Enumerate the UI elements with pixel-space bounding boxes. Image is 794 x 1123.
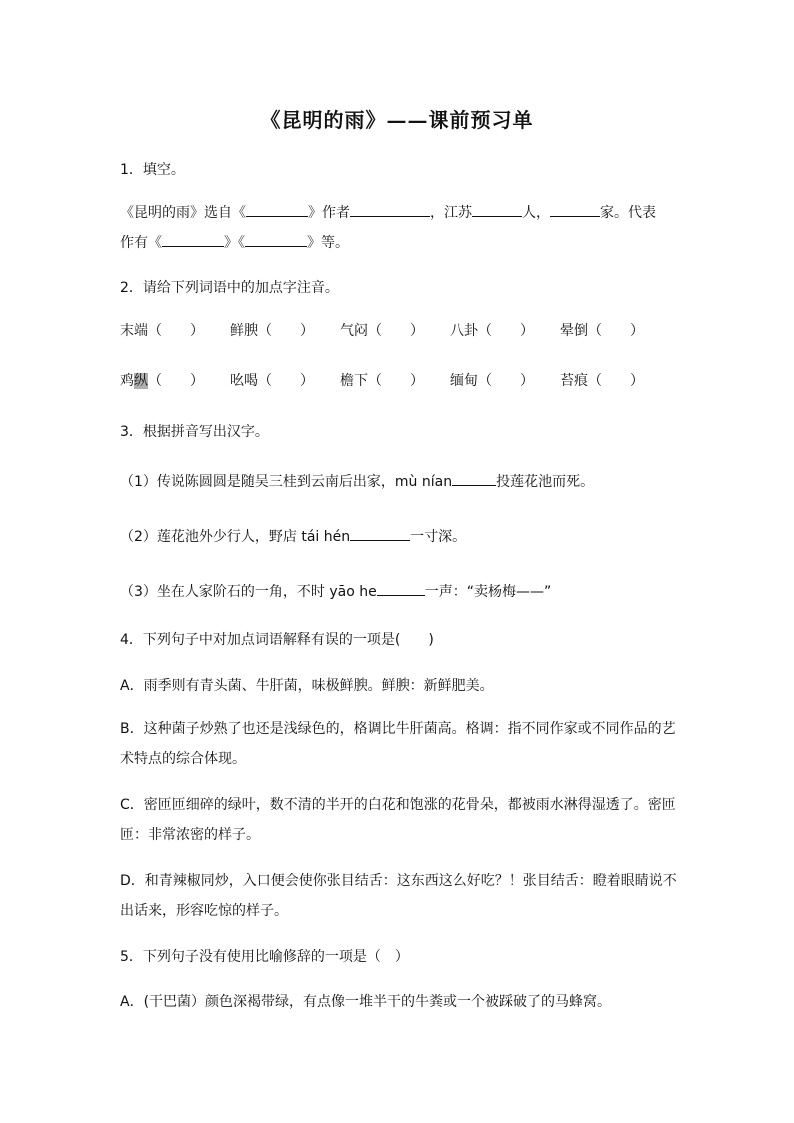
- text-segment: 》作者: [308, 205, 350, 221]
- fill-blank: [162, 232, 224, 247]
- fill-blank: [472, 202, 522, 217]
- question-4-option-d-line-1: D．和青辣椒同炒，入口便会使你张目结舌：这东西这么好吃？！张目结舌：瞪着眼睛说不: [120, 873, 677, 889]
- question-5-heading: 5．下列句子没有使用比喻修辞的一项是（ ）: [120, 949, 409, 965]
- question-4-option-b-line-1: B．这种菌子炒熟了也还是浅绿色的，格调比牛肝菌高。格调：指不同作家或不同作品的艺: [120, 721, 676, 737]
- text-segment: （ ）: [148, 373, 204, 389]
- pinyin-item: 气闷（ ）: [340, 323, 424, 339]
- pinyin-item: 缅甸（ ）: [450, 373, 534, 389]
- text-segment: （3）坐在人家阶石的一角，不时 yāo he: [120, 584, 377, 600]
- question-5-option-a: A．(干巴菌）颜色深褐带绿，有点像一堆半干的牛粪或一个被踩破了的马蜂窝。: [120, 994, 612, 1010]
- text-segment: 《昆明的雨》选自《: [120, 205, 246, 221]
- text-segment: （1）传说陈圆圆是随吴三桂到云南后出家，mù nían: [120, 474, 453, 490]
- fill-blank: [377, 581, 425, 596]
- question-3-item-1: [120, 471, 594, 492]
- question-1-line-2: [120, 232, 349, 253]
- text-segment: 投莲花池而死。: [496, 474, 595, 490]
- text-segment: 人，: [522, 205, 550, 221]
- pinyin-item: 晕倒（ ）: [560, 323, 644, 339]
- text-segment: 家。代表: [600, 205, 656, 221]
- fill-blank: [550, 202, 600, 217]
- text-segment: 作有《: [120, 235, 162, 251]
- question-1-heading: 1．填空。: [120, 162, 185, 178]
- question-4-option-a: A．雨季则有青头菌、牛肝菌，味极鲜腴。鲜腴：新鲜肥美。: [120, 678, 494, 694]
- pinyin-row-1: [120, 321, 670, 341]
- fill-blank: [245, 232, 307, 247]
- question-4-heading: 4．下列句子中对加点词语解释有误的一项是( ): [120, 632, 434, 648]
- text-segment: （2）莲花池外少行人，野店 tái hén: [120, 529, 351, 545]
- question-4-option-c-line-2: 匝：非常浓密的样子。: [120, 827, 260, 843]
- pinyin-item: 吆喝（ ）: [230, 373, 314, 389]
- fill-blank: [350, 526, 410, 541]
- pinyin-item: 苔痕（ ）: [560, 373, 644, 389]
- question-3-item-3: [120, 581, 551, 602]
- question-1-line-1: [120, 202, 656, 223]
- fill-blank: [452, 471, 496, 486]
- pinyin-item: 八卦（ ）: [450, 323, 534, 339]
- pinyin-item: 末端（ ）: [120, 323, 204, 339]
- question-4-option-c-line-1: C．密匝匝细碎的绿叶，数不清的半开的白花和饱涨的花骨朵，都被雨水淋得湿透了。密匝: [120, 797, 676, 813]
- text-segment: 》《: [224, 235, 245, 251]
- highlighted-char: 纵: [134, 373, 148, 389]
- question-3-item-2: [120, 526, 466, 547]
- pinyin-item: 檐下（ ）: [340, 373, 424, 389]
- text-segment: 一寸深。: [410, 529, 467, 545]
- text-segment: 一声：“卖杨梅——”: [424, 584, 552, 600]
- question-3-heading: 3．根据拼音写出汉字。: [120, 424, 269, 440]
- question-2-heading: 2．请给下列词语中的加点字注音。: [120, 280, 339, 296]
- pinyin-item: [120, 371, 204, 391]
- pinyin-row-2: [120, 371, 670, 391]
- text-segment: 》等。: [307, 235, 349, 251]
- text-segment: ，江苏: [430, 205, 472, 221]
- fill-blank: [246, 202, 308, 217]
- page-title: 《昆明的雨》——课前预习单: [260, 108, 534, 132]
- fill-blank: [350, 202, 430, 217]
- text-segment: 鸡: [120, 373, 134, 389]
- question-4-option-d-line-2: 出话来，形容吃惊的样子。: [120, 903, 288, 919]
- pinyin-item: 鲜腴（ ）: [230, 323, 314, 339]
- question-4-option-b-line-2: 术特点的综合体现。: [120, 751, 246, 767]
